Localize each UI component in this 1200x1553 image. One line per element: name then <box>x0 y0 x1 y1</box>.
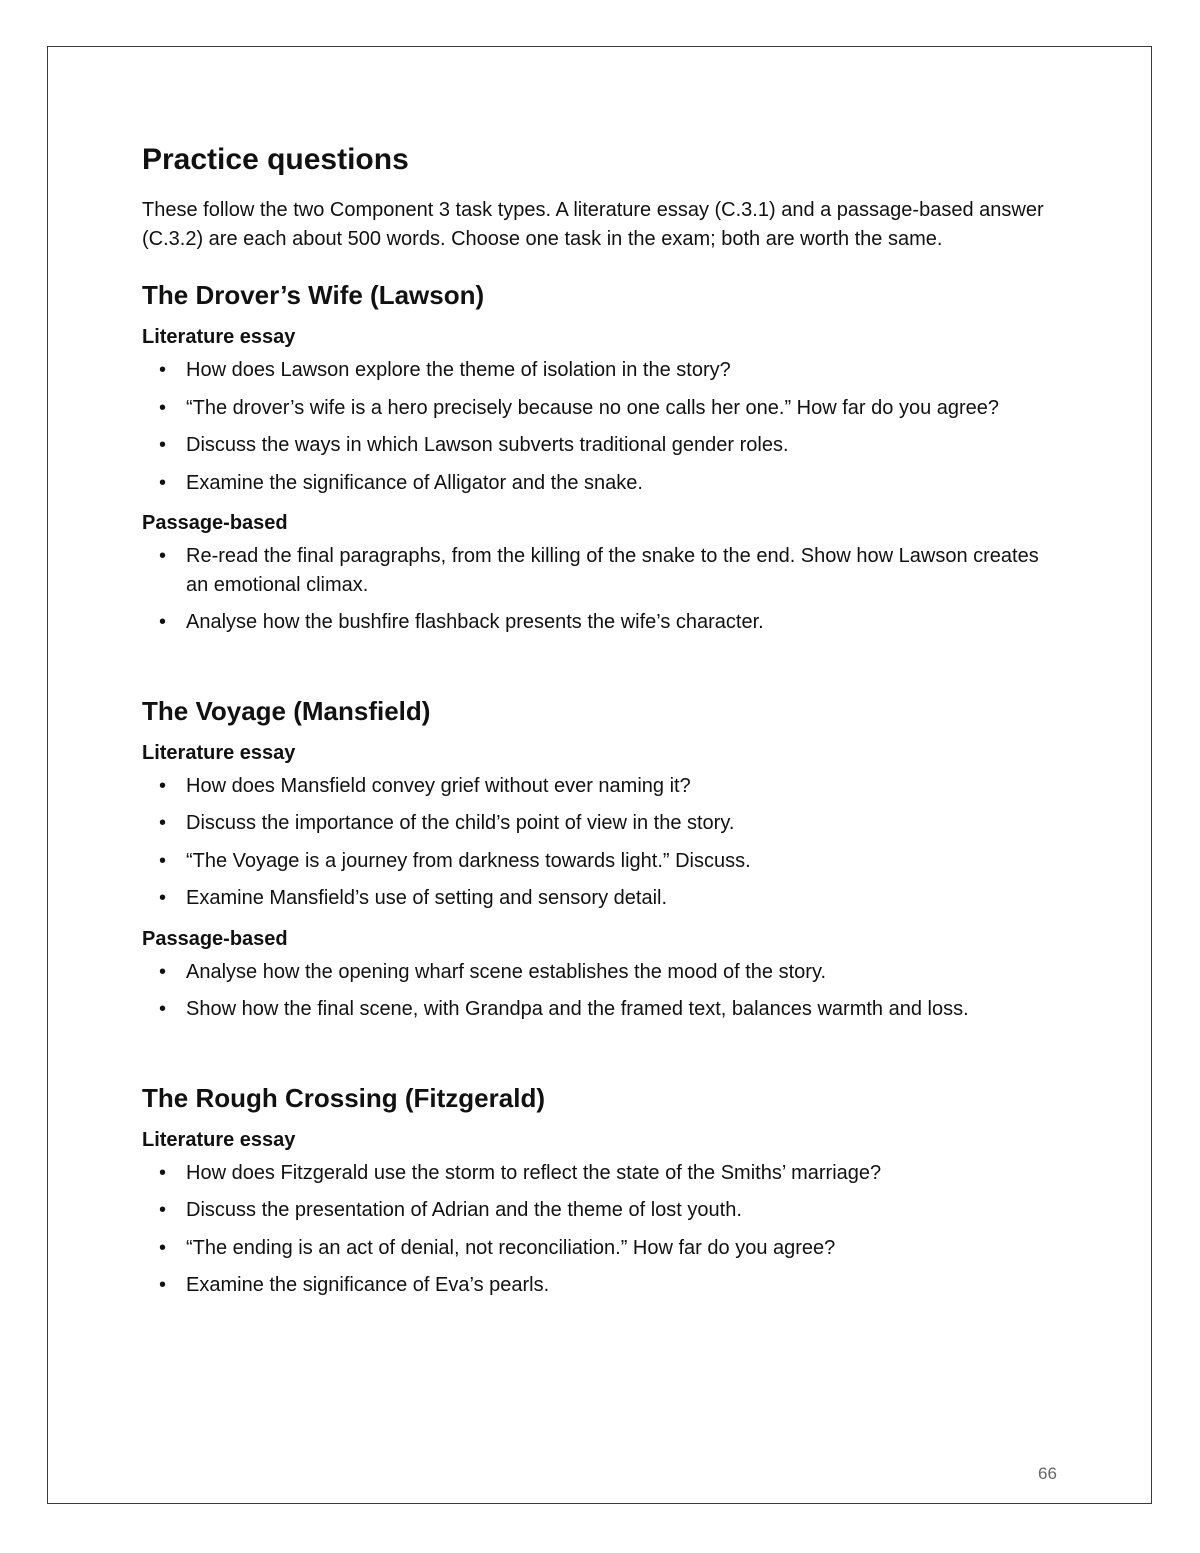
list-item <box>142 394 1062 423</box>
question-text: Examine Mansfield’s use of setting and sensory detail. <box>186 887 668 909</box>
list-item <box>142 884 1062 913</box>
bullet-icon: • <box>159 849 167 872</box>
bullet-icon: • <box>159 396 167 419</box>
list-item <box>142 356 1062 385</box>
list-item <box>142 847 1062 876</box>
passage-question-list <box>142 542 1062 637</box>
story-title: The Voyage (Mansfield) <box>142 695 431 726</box>
page-title: Practice questions <box>142 143 409 176</box>
section-the-rough-crossing <box>142 1082 1062 1300</box>
question-text: Examine the significance of Eva’s pearls. <box>186 1274 550 1296</box>
list-item <box>142 1234 1062 1263</box>
question-text: Analyse how the opening wharf scene establishes the mood of the story. <box>186 960 827 983</box>
question-text: Re-read the final paragraphs, from the killing of the snake to the end. Show how Lawson creates an emotional climax. <box>186 545 1039 596</box>
bullet-icon: • <box>159 1161 167 1184</box>
list-item <box>142 469 1062 498</box>
task-heading-passage-based: Passage-based <box>142 512 288 534</box>
question-text: “The drover’s wife is a hero precisely because no one calls her one.” How far do you agree? <box>186 396 1000 419</box>
bullet-icon: • <box>159 998 167 1020</box>
list-item <box>142 772 1062 801</box>
bullet-icon: • <box>159 434 167 456</box>
task-heading-literature-essay: Literature essay <box>142 741 296 764</box>
question-text: Discuss the ways in which Lawson subverts traditional gender roles. <box>186 434 789 456</box>
question-text: How does Lawson explore the theme of isolation in the story? <box>186 359 731 381</box>
essay-question-list <box>142 356 1062 497</box>
bullet-icon: • <box>159 960 167 983</box>
story-title: The Drover’s Wife (Lawson) <box>142 280 485 310</box>
intro-paragraph: These follow the two Component 3 task types. A literature essay (C.3.1) and a passage-based answer (C.3.2) are each about 500 words. Choose one task in the exam; both are worth the same. <box>142 199 1044 250</box>
bullet-icon: • <box>159 774 167 797</box>
bullet-icon: • <box>159 887 167 909</box>
question-text: How does Mansfield convey grief without ever naming it? <box>186 774 691 797</box>
question-text: Examine the significance of Alligator and the snake. <box>186 471 643 494</box>
list-item <box>142 608 1062 637</box>
list-item <box>142 958 1062 987</box>
essay-question-list <box>142 772 1062 913</box>
list-item <box>142 1196 1062 1225</box>
question-text: “The Voyage is a journey from darkness towards light.” Discuss. <box>186 849 751 872</box>
question-text: Show how the final scene, with Grandpa and the framed text, balances warmth and loss. <box>186 998 969 1020</box>
page-content <box>142 142 1062 1300</box>
list-item <box>142 431 1062 460</box>
list-item <box>142 1159 1062 1188</box>
task-heading-literature-essay: Literature essay <box>142 326 296 348</box>
list-item <box>142 542 1062 599</box>
list-item <box>142 809 1062 838</box>
question-text: Discuss the presentation of Adrian and the theme of lost youth. <box>186 1199 742 1221</box>
task-heading-passage-based: Passage-based <box>142 927 288 950</box>
list-item <box>142 995 1062 1024</box>
question-text: Analyse how the bushfire flashback presents the wife’s character. <box>186 611 764 633</box>
section-drovers-wife <box>142 279 1062 637</box>
task-heading-literature-essay: Literature essay <box>142 1128 296 1151</box>
bullet-icon: • <box>159 1274 167 1296</box>
story-title: The Rough Crossing (Fitzgerald) <box>142 1082 545 1113</box>
bullet-icon: • <box>159 545 167 567</box>
essay-question-list <box>142 1159 1062 1300</box>
bullet-icon: • <box>159 1199 167 1221</box>
passage-question-list <box>142 958 1062 1024</box>
question-text: How does Fitzgerald use the storm to reflect the state of the Smiths’ marriage? <box>186 1161 882 1184</box>
question-text: Discuss the importance of the child’s point of view in the story. <box>186 812 735 834</box>
bullet-icon: • <box>159 359 167 381</box>
question-text: “The ending is an act of denial, not reconciliation.” How far do you agree? <box>186 1236 836 1259</box>
page-number: 66 <box>1038 1464 1057 1483</box>
list-item <box>142 1271 1062 1300</box>
bullet-icon: • <box>159 471 167 494</box>
bullet-icon: • <box>159 812 167 834</box>
bullet-icon: • <box>159 1236 167 1259</box>
bullet-icon: • <box>159 611 167 633</box>
section-the-voyage <box>142 695 1062 1024</box>
